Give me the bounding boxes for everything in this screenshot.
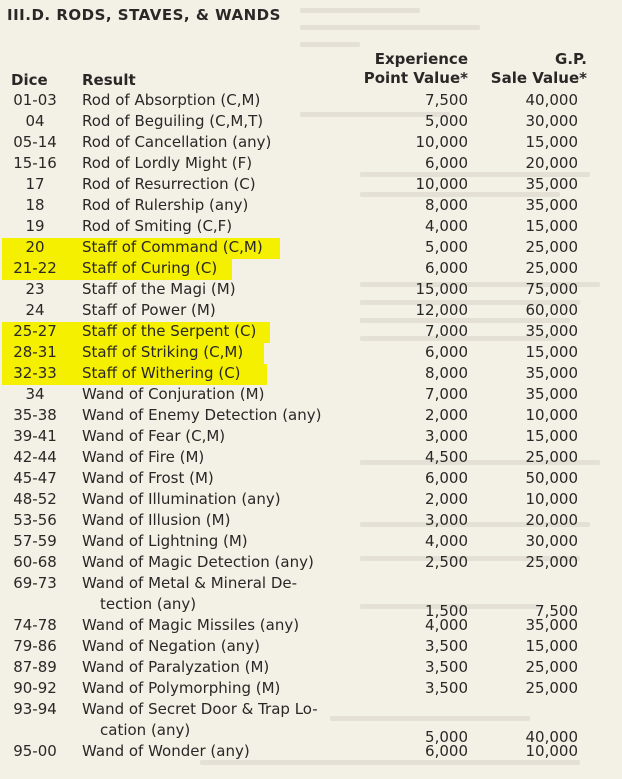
result-cell: Wand of Fear (C,M) bbox=[82, 427, 226, 445]
experience-cell: 3,000 bbox=[425, 427, 468, 445]
result-cell: Staff of Striking (C,M) bbox=[82, 343, 244, 361]
result-cell: Wand of Negation (any) bbox=[82, 637, 261, 655]
experience-cell: 5,000 bbox=[425, 112, 468, 130]
dice-cell: 87-89 bbox=[13, 658, 57, 676]
table-row-values bbox=[0, 195, 622, 216]
table-row-values bbox=[0, 237, 622, 258]
experience-cell: 3,000 bbox=[425, 511, 468, 529]
experience-cell: 5,000 bbox=[425, 238, 468, 256]
table-row-values bbox=[0, 552, 622, 573]
dice-cell: 90-92 bbox=[13, 679, 57, 697]
experience-cell: 1,500 bbox=[425, 602, 468, 620]
result-cell: Wand of Wonder (any) bbox=[82, 742, 250, 760]
result-cell: Wand of Lightning (M) bbox=[82, 532, 248, 550]
gp-value-cell: 35,000 bbox=[525, 175, 578, 193]
table-row-values bbox=[0, 741, 622, 762]
dice-cell: 79-86 bbox=[13, 637, 57, 655]
gp-value-cell: 25,000 bbox=[525, 238, 578, 256]
column-header-dice: Dice bbox=[11, 71, 48, 89]
result-cell: Rod of Smiting (C,F) bbox=[82, 217, 233, 235]
dice-cell: 34 bbox=[25, 385, 45, 403]
dice-cell: 53-56 bbox=[13, 511, 57, 529]
result-cell: Wand of Metal & Mineral De- bbox=[82, 574, 298, 592]
dice-cell: 20 bbox=[25, 238, 45, 256]
result-cell: Rod of Absorption (C,M) bbox=[82, 91, 261, 109]
gp-value-cell: 30,000 bbox=[525, 112, 578, 130]
result-cell: Wand of Paralyzation (M) bbox=[82, 658, 270, 676]
gp-value-cell: 35,000 bbox=[525, 322, 578, 340]
table-row-values bbox=[0, 657, 622, 678]
experience-cell: 4,000 bbox=[425, 616, 468, 634]
table-row-values bbox=[0, 90, 622, 111]
gp-value-cell: 35,000 bbox=[525, 616, 578, 634]
table-row-values bbox=[0, 489, 622, 510]
column-header-experience bbox=[350, 50, 468, 88]
experience-cell: 4,000 bbox=[425, 532, 468, 550]
gp-value-cell: 15,000 bbox=[525, 427, 578, 445]
experience-cell: 5,000 bbox=[425, 728, 468, 746]
result-cell: Staff of the Magi (M) bbox=[82, 280, 236, 298]
result-cell: Staff of Withering (C) bbox=[82, 364, 241, 382]
gp-value-cell: 10,000 bbox=[525, 742, 578, 760]
table-row-values bbox=[0, 468, 622, 489]
experience-cell: 8,000 bbox=[425, 196, 468, 214]
dice-cell: 01-03 bbox=[13, 91, 57, 109]
table-row-values bbox=[0, 447, 622, 468]
table-row-values bbox=[0, 363, 622, 384]
result-cell: Staff of Curing (C) bbox=[82, 259, 218, 277]
gp-value-cell: 20,000 bbox=[525, 511, 578, 529]
result-cell: Wand of Frost (M) bbox=[82, 469, 214, 487]
result-cell: Wand of Illumination (any) bbox=[82, 490, 281, 508]
table-row-values bbox=[0, 342, 622, 363]
column-header-gp-line1: G.P. bbox=[555, 50, 587, 68]
table-row-values bbox=[0, 321, 622, 342]
table-row-values bbox=[0, 279, 622, 300]
column-header-experience-line1: Experience bbox=[374, 50, 468, 68]
table-row-values bbox=[0, 636, 622, 657]
gp-value-cell: 15,000 bbox=[525, 217, 578, 235]
dice-cell: 93-94 bbox=[13, 700, 57, 718]
experience-cell: 10,000 bbox=[415, 175, 468, 193]
gp-value-cell: 25,000 bbox=[525, 679, 578, 697]
gp-value-cell: 35,000 bbox=[525, 196, 578, 214]
gp-value-cell: 30,000 bbox=[525, 532, 578, 550]
experience-cell: 7,000 bbox=[425, 322, 468, 340]
dice-cell: 23 bbox=[25, 280, 45, 298]
result-cell: Staff of Command (C,M) bbox=[82, 238, 263, 256]
dice-cell: 39-41 bbox=[13, 427, 57, 445]
experience-cell: 10,000 bbox=[415, 133, 468, 151]
result-cell: Wand of Secret Door & Trap Lo- bbox=[82, 700, 318, 718]
result-cell: Staff of Power (M) bbox=[82, 301, 216, 319]
table-row-values bbox=[0, 426, 622, 447]
experience-cell: 7,000 bbox=[425, 385, 468, 403]
dice-cell: 15-16 bbox=[13, 154, 57, 172]
result-cell: Wand of Magic Detection (any) bbox=[82, 553, 314, 571]
result-cell: Wand of Magic Missiles (any) bbox=[82, 616, 300, 634]
column-header-result: Result bbox=[82, 71, 136, 89]
gp-value-cell: 10,000 bbox=[525, 490, 578, 508]
gp-value-cell: 25,000 bbox=[525, 259, 578, 277]
table-row-values bbox=[0, 153, 622, 174]
dice-cell: 19 bbox=[25, 217, 45, 235]
table-row-values bbox=[0, 615, 622, 636]
result-cell: Rod of Lordly Might (F) bbox=[82, 154, 253, 172]
dice-cell: 04 bbox=[25, 112, 45, 130]
column-header-experience-line2: Point Value* bbox=[363, 69, 468, 87]
table-row-values bbox=[0, 531, 622, 552]
experience-cell: 3,500 bbox=[425, 637, 468, 655]
gp-value-cell: 25,000 bbox=[525, 448, 578, 466]
result-cell: Wand of Enemy Detection (any) bbox=[82, 406, 322, 424]
dice-cell: 74-78 bbox=[13, 616, 57, 634]
experience-cell: 6,000 bbox=[425, 154, 468, 172]
gp-value-cell: 75,000 bbox=[525, 280, 578, 298]
dice-cell: 60-68 bbox=[13, 553, 57, 571]
column-header-gp-line2: Sale Value* bbox=[490, 69, 587, 87]
result-cell: Rod of Beguiling (C,M,T) bbox=[82, 112, 264, 130]
result-cell: Rod of Cancellation (any) bbox=[82, 133, 272, 151]
table-row-values bbox=[0, 258, 622, 279]
gp-value-cell: 50,000 bbox=[525, 469, 578, 487]
dice-cell: 57-59 bbox=[13, 532, 57, 550]
dice-cell: 48-52 bbox=[13, 490, 57, 508]
result-cell: Wand of Conjuration (M) bbox=[82, 385, 265, 403]
gp-value-cell: 15,000 bbox=[525, 637, 578, 655]
experience-cell: 6,000 bbox=[425, 343, 468, 361]
result-cell: Rod of Resurrection (C) bbox=[82, 175, 256, 193]
dice-cell: 45-47 bbox=[13, 469, 57, 487]
experience-cell: 4,500 bbox=[425, 448, 468, 466]
table-row-values bbox=[0, 678, 622, 699]
experience-cell: 3,500 bbox=[425, 679, 468, 697]
table-row-values bbox=[0, 405, 622, 426]
table-row-values bbox=[0, 510, 622, 531]
experience-cell: 2,000 bbox=[425, 406, 468, 424]
gp-value-cell: 35,000 bbox=[525, 385, 578, 403]
experience-cell: 2,000 bbox=[425, 490, 468, 508]
dice-cell: 95-00 bbox=[13, 742, 57, 760]
experience-cell: 8,000 bbox=[425, 364, 468, 382]
table-row bbox=[0, 699, 622, 720]
experience-cell: 6,000 bbox=[425, 742, 468, 760]
gp-value-cell: 10,000 bbox=[525, 406, 578, 424]
gp-value-cell: 20,000 bbox=[525, 154, 578, 172]
experience-cell: 7,500 bbox=[425, 91, 468, 109]
dice-cell: 21-22 bbox=[13, 259, 57, 277]
gp-value-cell: 25,000 bbox=[525, 658, 578, 676]
experience-cell: 2,500 bbox=[425, 553, 468, 571]
dice-cell: 17 bbox=[25, 175, 45, 193]
result-cell-continuation: tection (any) bbox=[100, 595, 197, 613]
experience-cell: 15,000 bbox=[415, 280, 468, 298]
experience-cell: 6,000 bbox=[425, 259, 468, 277]
dice-cell: 18 bbox=[25, 196, 45, 214]
dice-cell: 69-73 bbox=[13, 574, 57, 592]
table-row-values bbox=[0, 300, 622, 321]
gp-value-cell: 15,000 bbox=[525, 343, 578, 361]
gp-value-cell: 60,000 bbox=[525, 301, 578, 319]
result-cell: Wand of Polymorphing (M) bbox=[82, 679, 281, 697]
dice-cell: 28-31 bbox=[13, 343, 57, 361]
table-row bbox=[0, 573, 622, 594]
dice-cell: 35-38 bbox=[13, 406, 57, 424]
table-row-values bbox=[0, 111, 622, 132]
column-header-gp-value bbox=[475, 50, 587, 88]
gp-value-cell: 25,000 bbox=[525, 553, 578, 571]
table-row-values bbox=[0, 384, 622, 405]
dice-cell: 42-44 bbox=[13, 448, 57, 466]
table-row-values bbox=[0, 216, 622, 237]
result-cell-continuation: cation (any) bbox=[100, 721, 191, 739]
result-cell: Rod of Rulership (any) bbox=[82, 196, 249, 214]
experience-cell: 6,000 bbox=[425, 469, 468, 487]
dice-cell: 05-14 bbox=[13, 133, 57, 151]
gp-value-cell: 7,500 bbox=[535, 602, 578, 620]
gp-value-cell: 40,000 bbox=[525, 728, 578, 746]
gp-value-cell: 40,000 bbox=[525, 91, 578, 109]
table-row-values bbox=[0, 132, 622, 153]
result-cell: Wand of Fire (M) bbox=[82, 448, 205, 466]
result-cell: Staff of the Serpent (C) bbox=[82, 322, 257, 340]
section-title: III.D. RODS, STAVES, & WANDS bbox=[7, 6, 281, 24]
experience-cell: 12,000 bbox=[415, 301, 468, 319]
gp-value-cell: 35,000 bbox=[525, 364, 578, 382]
experience-cell: 4,000 bbox=[425, 217, 468, 235]
result-cell: Wand of Illusion (M) bbox=[82, 511, 231, 529]
dice-cell: 24 bbox=[25, 301, 45, 319]
dice-cell: 25-27 bbox=[13, 322, 57, 340]
dice-cell: 32-33 bbox=[13, 364, 57, 382]
gp-value-cell: 15,000 bbox=[525, 133, 578, 151]
table-row-values bbox=[0, 174, 622, 195]
experience-cell: 3,500 bbox=[425, 658, 468, 676]
